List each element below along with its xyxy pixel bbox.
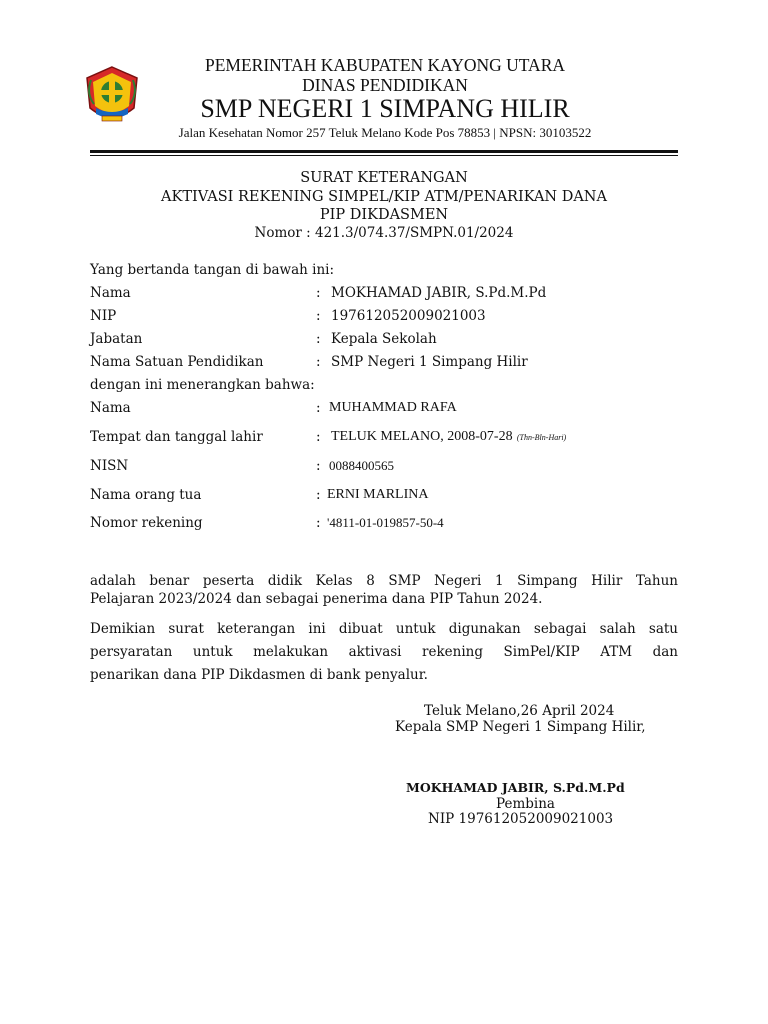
paragraph-line: Pelajaran 2023/2024 dan sebagai penerima dana PIP Tahun 2024.	[90, 591, 543, 607]
signature-rank: Pembina	[496, 796, 555, 812]
signature-position: Kepala SMP Negeri 1 Simpang Hilir,	[395, 719, 646, 735]
paragraph-confirmation	[90, 570, 678, 611]
letter-subtitle-2: PIP DIKDASMEN	[319, 207, 449, 223]
signature-name: MOKHAMAD JABIR, S.Pd.M.Pd	[406, 780, 625, 795]
separator: :	[316, 354, 321, 370]
statement-text: dengan ini menerangkan bahwa:	[90, 377, 315, 393]
letter-title: SURAT KETERANGAN	[300, 170, 468, 186]
student-name-value: MUHAMMAD RAFA	[329, 400, 457, 415]
department-name: DINAS PENDIDIKAN	[302, 75, 468, 95]
paragraph-line: persyaratan untuk melakukan aktivasi rekening SimPel/KIP ATM dan	[90, 644, 678, 660]
paragraph-closing	[90, 618, 678, 687]
nisn-value: 0088400565	[329, 458, 394, 473]
birth-label: Tempat dan tanggal lahir	[90, 429, 263, 445]
signature-place-date: Teluk Melano,26 April 2024	[424, 703, 615, 719]
separator: :	[316, 515, 321, 531]
nisn-label: NISN	[90, 458, 129, 474]
paragraph-line: Demikian surat keterangan ini dibuat untuk digunakan sebagai salah satu	[90, 621, 678, 637]
separator: :	[316, 487, 321, 503]
school-address: Jalan Kesehatan Nomor 257 Teluk Melano Kode Pos 78853 | NPSN: 30103522	[178, 125, 592, 140]
signer-name-value: MOKHAMAD JABIR, S.Pd.M.Pd	[331, 285, 547, 301]
school-unit-value: SMP Negeri 1 Simpang Hilir	[331, 354, 528, 370]
separator: :	[316, 400, 321, 416]
account-number-label: Nomor rekening	[90, 515, 203, 531]
separator: :	[316, 331, 321, 347]
parent-name-label: Nama orang tua	[90, 487, 202, 503]
birth-value-wrapper	[331, 428, 566, 445]
separator: :	[316, 429, 321, 445]
letter-number: Nomor : 421.3/074.37/SMPN.01/2024	[254, 225, 514, 241]
separator: :	[316, 285, 321, 301]
letterhead-divider-thick	[90, 150, 678, 153]
account-number-value: '4811-01-019857-50-4	[327, 515, 444, 530]
intro-text: Yang bertanda tangan di bawah ini:	[90, 262, 335, 278]
separator: :	[316, 458, 321, 474]
parent-name-value: ERNI MARLINA	[327, 487, 429, 502]
signer-name-label: Nama	[90, 285, 131, 301]
government-name: PEMERINTAH KABUPATEN KAYONG UTARA	[204, 55, 566, 75]
letter-subtitle: AKTIVASI REKENING SIMPEL/KIP ATM/PENARIKAN DANA	[161, 189, 607, 205]
signer-position-label: Jabatan	[90, 331, 143, 347]
regency-emblem-icon	[82, 64, 142, 126]
paragraph-line: adalah benar peserta didik Kelas 8 SMP Negeri 1 Simpang Hilir Tahun	[90, 573, 678, 589]
student-name-label: Nama	[90, 400, 131, 416]
separator: :	[316, 308, 321, 324]
birth-value: TELUK MELANO, 2008-07-28	[331, 429, 513, 444]
signature-nip: NIP 197612052009021003	[428, 811, 614, 827]
signer-nip-label: NIP	[90, 308, 117, 324]
school-name: SMP NEGERI 1 SIMPANG HILIR	[200, 94, 570, 123]
paragraph-line: penarikan dana PIP Dikdasmen di bank penyalur.	[90, 667, 428, 683]
school-unit-label: Nama Satuan Pendidikan	[90, 354, 264, 370]
letterhead-divider-thin	[90, 155, 678, 156]
birth-format-note: (Thn-Bln-Hari)	[516, 433, 567, 442]
signer-position-value: Kepala Sekolah	[331, 331, 437, 347]
signer-nip-value: 197612052009021003	[331, 308, 486, 324]
